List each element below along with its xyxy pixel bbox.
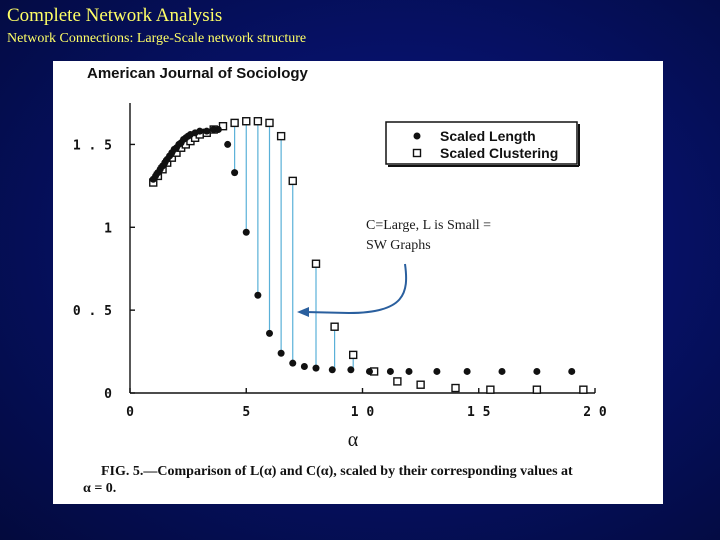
length-point (243, 229, 250, 236)
clustering-point (487, 386, 494, 393)
length-point (347, 366, 354, 373)
slide-title: Complete Network Analysis (7, 5, 223, 26)
length-point (464, 368, 471, 375)
legend-marker-length (414, 133, 421, 140)
annotation-line-1: C=Large, L is Small = (366, 218, 492, 233)
length-point (533, 368, 540, 375)
length-point (366, 368, 373, 375)
length-point (313, 365, 320, 372)
clustering-point (289, 177, 296, 184)
figure-panel (53, 61, 663, 504)
length-point (568, 368, 575, 375)
x-tick-label: 0 (126, 405, 134, 420)
legend-label-clustering: Scaled Clustering (440, 145, 559, 161)
length-point (231, 169, 238, 176)
length-point (329, 366, 336, 373)
clustering-point (331, 323, 338, 330)
length-point (196, 128, 203, 135)
length-point (203, 128, 210, 135)
clustering-point (350, 351, 357, 358)
annotation-arrow (305, 264, 406, 313)
clustering-point (278, 133, 285, 140)
y-tick-label: 0 . 5 (72, 304, 112, 320)
clustering-point (254, 118, 261, 125)
length-point (289, 360, 296, 367)
annotation-arrowhead (297, 307, 309, 317)
clustering-point (313, 260, 320, 267)
scatter-chart (53, 61, 663, 504)
y-tick-label: 0 (104, 387, 112, 402)
legend-label-length: Scaled Length (440, 128, 536, 144)
x-tick-label: 1 0 (350, 405, 375, 420)
clustering-point (394, 378, 401, 385)
clustering-point (580, 386, 587, 393)
x-tick-label: 5 (242, 405, 251, 420)
length-point (433, 368, 440, 375)
clustering-point (266, 119, 273, 126)
x-axis-label: α (347, 429, 359, 451)
legend (386, 122, 579, 166)
length-point (301, 363, 308, 370)
slide-subtitle: Network Connections: Large-Scale network structure (7, 31, 307, 46)
clustering-point (243, 118, 250, 125)
length-point (215, 126, 222, 133)
connector-lines (235, 121, 354, 370)
clustering-point (452, 385, 459, 392)
clustering-point (231, 119, 238, 126)
annotation-line-2: SW Graphs (366, 238, 431, 253)
length-point (224, 141, 231, 148)
length-point (499, 368, 506, 375)
length-point (266, 330, 273, 337)
figure-caption-line-1: FIG. 5.—Comparison of L(α) and C(α), scaled by their corresponding values at (101, 464, 573, 479)
length-point (278, 350, 285, 357)
x-tick-label: 2 0 (583, 405, 607, 420)
length-point (387, 368, 394, 375)
length-point (254, 292, 261, 299)
annotation (297, 218, 491, 317)
clustering-point (533, 386, 540, 393)
y-tick-label: 1 . 5 (72, 138, 112, 154)
clustering-point (417, 381, 424, 388)
x-tick-label: 1 5 (467, 405, 491, 420)
y-tick-label: 1 (104, 221, 112, 237)
journal-name: American Journal of Sociology (87, 65, 308, 82)
legend-marker-clustering (414, 150, 421, 157)
length-point (406, 368, 413, 375)
figure-caption-line-2: α = 0. (83, 481, 117, 496)
